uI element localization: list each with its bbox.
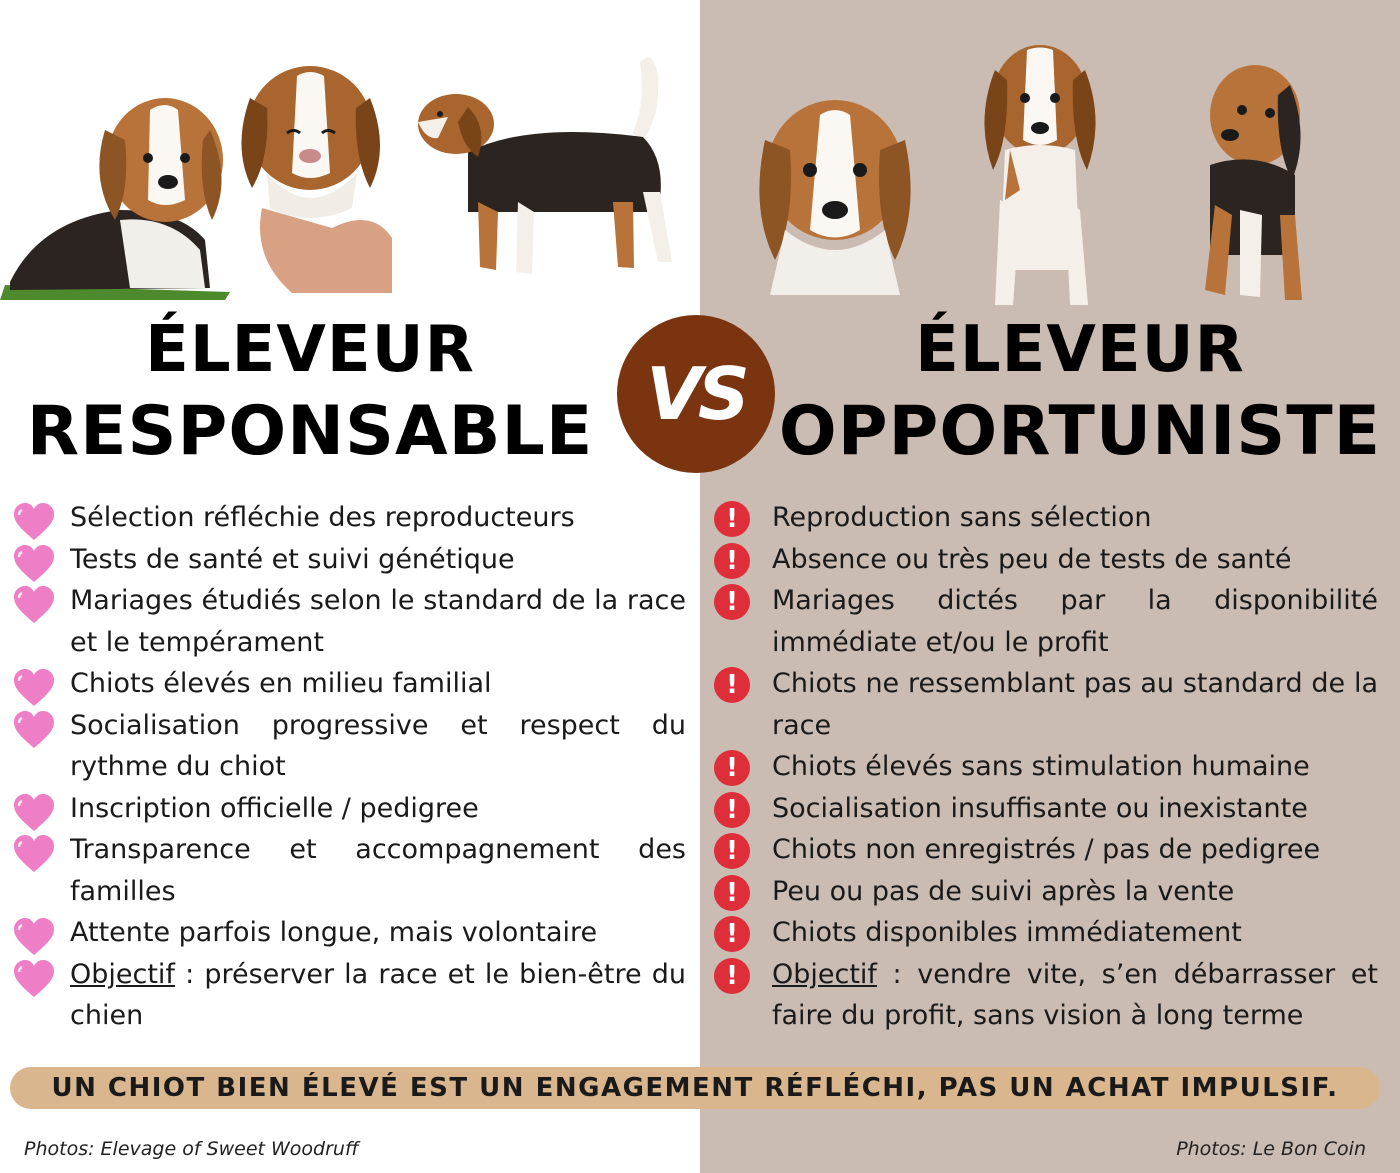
heart-icon (12, 585, 56, 625)
list-item-text: Chiots élevés en milieu familial (70, 668, 492, 699)
list-item-text: Chiots disponibles immédiatement (772, 917, 1242, 948)
list-item-text: Mariages étudiés selon le standard de la race et le tempérament (70, 585, 686, 658)
list-item (10, 705, 686, 788)
responsible-breeder-heading (20, 313, 600, 471)
responsible-heading-line2: RESPONSABLE (26, 392, 594, 471)
list-item (10, 954, 686, 1037)
exclamation-icon: ! (714, 543, 750, 579)
list-item-text: Transparence et accompagnement des familles (70, 834, 686, 907)
list-item (712, 580, 1378, 663)
list-item-text: Absence ou très peu de tests de santé (772, 543, 1292, 575)
list-item-text: Chiots ne ressemblant pas au standard de la race (772, 668, 1378, 741)
list-item (10, 580, 686, 663)
exclamation-icon: ! (714, 584, 750, 620)
list-item (10, 788, 686, 830)
list-item-text: Peu ou pas de suivi après la vente (772, 875, 1235, 907)
heart-icon (12, 959, 56, 999)
puppy-photo-2 (232, 58, 397, 293)
list-item (712, 829, 1378, 871)
exclamation-icon: ! (714, 792, 750, 828)
conclusion-banner (10, 1067, 1380, 1109)
list-item (712, 663, 1378, 746)
list-item-text: Socialisation insuffisante ou inexistante (772, 792, 1308, 824)
heart-icon (12, 793, 56, 833)
heart-icon (12, 710, 56, 750)
objective-label: Objectif (70, 958, 175, 990)
list-item (10, 912, 686, 954)
list-item (712, 539, 1378, 581)
puppy-photo-3 (408, 52, 693, 282)
list-item-text: Objectif : vendre vite, s’en débarrasser et faire du profit, sans vision à long terme (772, 958, 1378, 1031)
heart-icon (12, 834, 56, 874)
vs-label: VS (646, 352, 746, 436)
responsible-criteria-list (10, 497, 686, 1037)
list-item-text: Tests de santé et suivi génétique (70, 543, 515, 575)
opportunist-puppies-photos (700, 40, 1400, 310)
exclamation-icon: ! (714, 667, 750, 703)
list-item (712, 497, 1378, 539)
exclamation-icon: ! (714, 958, 750, 994)
opportunist-heading-line2: OPPORTUNISTE (778, 392, 1382, 471)
exclamation-icon: ! (714, 833, 750, 869)
list-item-text: Chiots non enregistrés / pas de pedigree (772, 834, 1321, 865)
vs-badge (617, 315, 775, 473)
list-item (10, 497, 686, 539)
responsible-heading-line1: ÉLEVEUR (145, 313, 475, 387)
objective-label: Objectif (772, 958, 877, 990)
puppy-photo-4 (750, 90, 920, 300)
exclamation-icon: ! (714, 916, 750, 952)
list-item-text: Sélection réfléchie des reproducteurs (70, 502, 575, 533)
opportunist-criteria-list (712, 497, 1378, 1037)
opportunist-heading-line1: ÉLEVEUR (915, 313, 1245, 387)
responsible-puppies-photos (0, 40, 700, 310)
exclamation-icon: ! (714, 750, 750, 786)
list-item-text: Socialisation progressive et respect du rythme du chiot (70, 709, 686, 782)
puppy-photo-1 (0, 70, 235, 300)
list-item (712, 871, 1378, 913)
list-item-text: Reproduction sans sélection (772, 502, 1152, 533)
exclamation-icon: ! (714, 875, 750, 911)
list-item-text: Mariages dictés par la disponibilité immédiate et/ou le profit (772, 585, 1378, 658)
list-item (10, 539, 686, 581)
opportunist-breeder-heading (770, 313, 1390, 471)
list-item (712, 954, 1378, 1037)
left-photo-credit: Photos: Elevage of Sweet Woodruff (24, 1138, 359, 1160)
heart-icon (12, 668, 56, 708)
right-photo-credit: Photos: Le Bon Coin (1176, 1138, 1366, 1160)
exclamation-icon: ! (714, 501, 750, 537)
list-item (10, 663, 686, 705)
list-item-text: Inscription officielle / pedigree (70, 792, 479, 824)
puppy-photo-6 (1170, 55, 1315, 305)
list-item-text: Objectif : préserver la race et le bien-être du chien (70, 958, 686, 1031)
puppy-photo-5 (965, 40, 1115, 310)
heart-icon (12, 544, 56, 584)
list-item-text: Chiots élevés sans stimulation humaine (772, 751, 1310, 782)
heart-icon (12, 917, 56, 957)
list-item (10, 829, 686, 912)
list-item (712, 788, 1378, 830)
banner-text: UN CHIOT BIEN ÉLEVÉ EST UN ENGAGEMENT RÉFLÉCHI, PAS UN ACHAT IMPULSIF. (51, 1073, 1339, 1103)
list-item (712, 746, 1378, 788)
list-item (712, 912, 1378, 954)
heart-icon (12, 502, 56, 542)
list-item-text: Attente parfois longue, mais volontaire (70, 917, 598, 948)
